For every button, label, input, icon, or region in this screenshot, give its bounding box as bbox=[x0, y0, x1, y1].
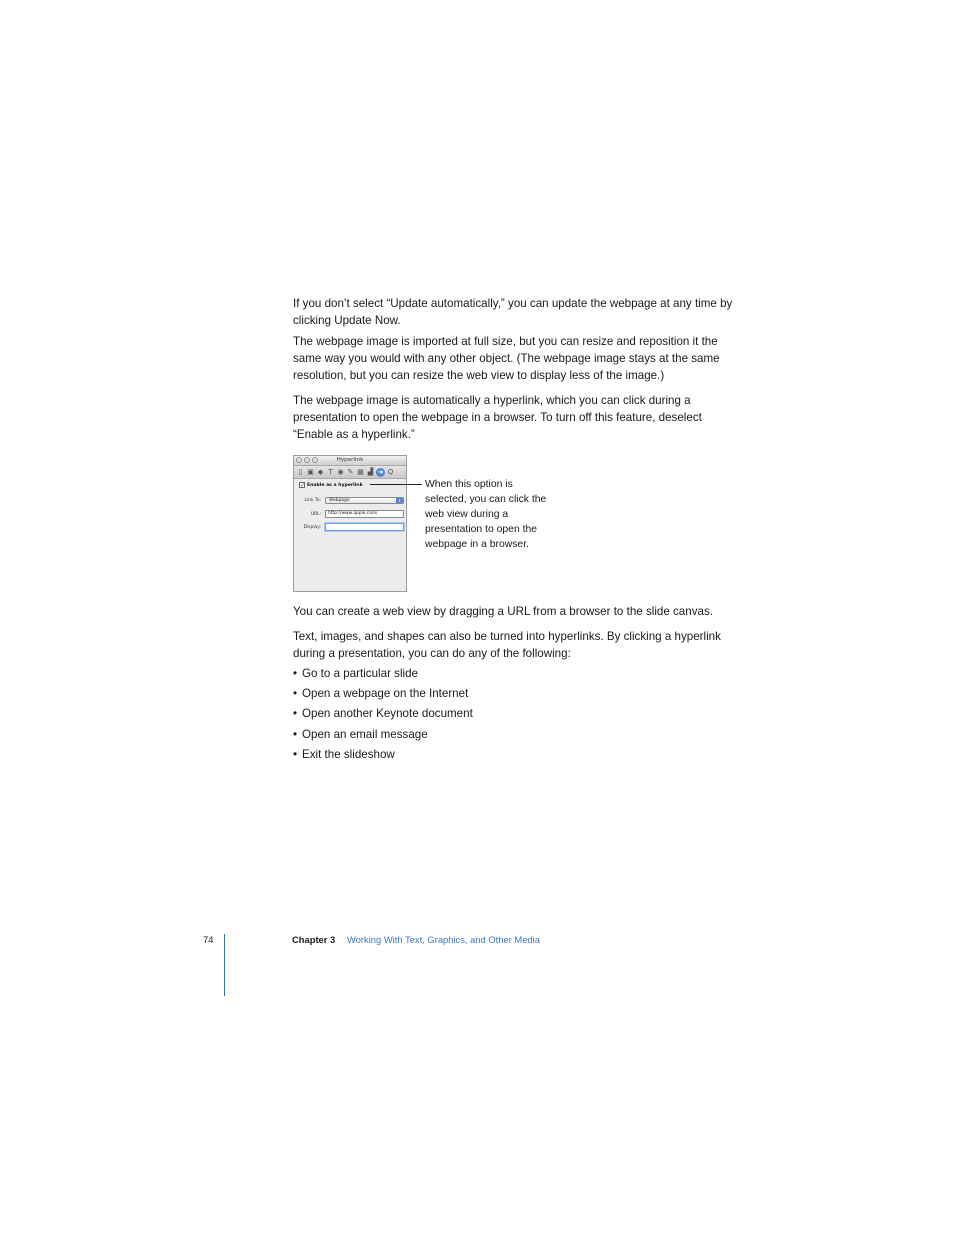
page-number: 74 bbox=[203, 934, 214, 945]
inspector-title: Hyperlink bbox=[336, 457, 364, 463]
link-to-select[interactable] bbox=[325, 497, 404, 504]
chevron-updown-icon: ⇕ bbox=[397, 498, 402, 503]
enable-hyperlink-row bbox=[299, 482, 363, 488]
inspector-toolbar bbox=[294, 466, 406, 479]
paragraph-resize-image: The webpage image is imported at full size, but you can resize and reposition it the same way you would with any other object. (The webpage image stays at the same resolution, but you can resize the web view to display less of the image.) bbox=[293, 335, 720, 382]
paragraph-update-now: If you don’t select “Update automatically,” you can update the webpage at any time by clicking Update Now. bbox=[293, 297, 733, 327]
callout-leader-line bbox=[370, 484, 422, 485]
slide-icon[interactable]: ▣ bbox=[307, 467, 314, 476]
url-label: URL: bbox=[310, 512, 321, 517]
metrics-icon[interactable]: ✎ bbox=[347, 467, 354, 476]
display-field[interactable] bbox=[325, 523, 404, 531]
link-to-value: Webpage bbox=[329, 498, 350, 503]
chapter-label: Chapter 3 bbox=[292, 934, 336, 945]
hyperlink-inspector-window bbox=[293, 455, 407, 592]
list-item: • Open a webpage on the Internet bbox=[293, 685, 733, 705]
hyperlink-panel bbox=[294, 479, 406, 593]
link-to-label: Link To: bbox=[304, 498, 321, 503]
enable-hyperlink-label: Enable as a hyperlink bbox=[307, 482, 363, 488]
paragraph-drag-url: You can create a web view by dragging a URL from a browser to the slide canvas. bbox=[293, 605, 713, 618]
paragraph-hyperlink-objects: Text, images, and shapes can also be turned into hyperlinks. By clicking a hyperlink during a presentation, you can do any of the following: bbox=[293, 630, 721, 660]
table-icon[interactable]: ▦ bbox=[357, 467, 364, 476]
footer-divider bbox=[224, 934, 225, 996]
chart-icon[interactable]: ▟ bbox=[367, 467, 374, 476]
paragraph-hyperlink-feature: The webpage image is automatically a hyperlink, which you can click during a presentation to open the webpage in a browser. To turn off this feature, deselect “Enable as a hyperlink.” bbox=[293, 394, 702, 441]
list-item: • Exit the slideshow bbox=[293, 746, 733, 766]
list-item: • Open another Keynote document bbox=[293, 705, 733, 725]
enable-hyperlink-checkbox[interactable]: ✓ bbox=[300, 482, 306, 489]
list-item: • Open an email message bbox=[293, 726, 733, 746]
hyperlink-actions-list bbox=[293, 665, 733, 766]
graphic-icon[interactable]: ◉ bbox=[337, 467, 344, 476]
quicktime-icon[interactable]: Q bbox=[387, 467, 394, 476]
hyperlink-icon[interactable]: ➜ bbox=[377, 467, 384, 476]
document-icon[interactable]: ▯ bbox=[298, 467, 303, 476]
callout-text: When this option is selected, you can click the web view during a presentation to open the webpage in a browser. bbox=[425, 479, 547, 550]
list-item: • Go to a particular slide bbox=[293, 665, 733, 685]
display-label: Display: bbox=[303, 525, 321, 530]
chapter-title: Working With Text, Graphics, and Other Media bbox=[347, 934, 540, 945]
text-icon[interactable]: T bbox=[328, 467, 333, 476]
build-icon[interactable]: ◆ bbox=[317, 467, 324, 476]
url-field[interactable]: http://www.apple.com/ bbox=[325, 510, 404, 518]
inspector-titlebar bbox=[294, 456, 406, 466]
